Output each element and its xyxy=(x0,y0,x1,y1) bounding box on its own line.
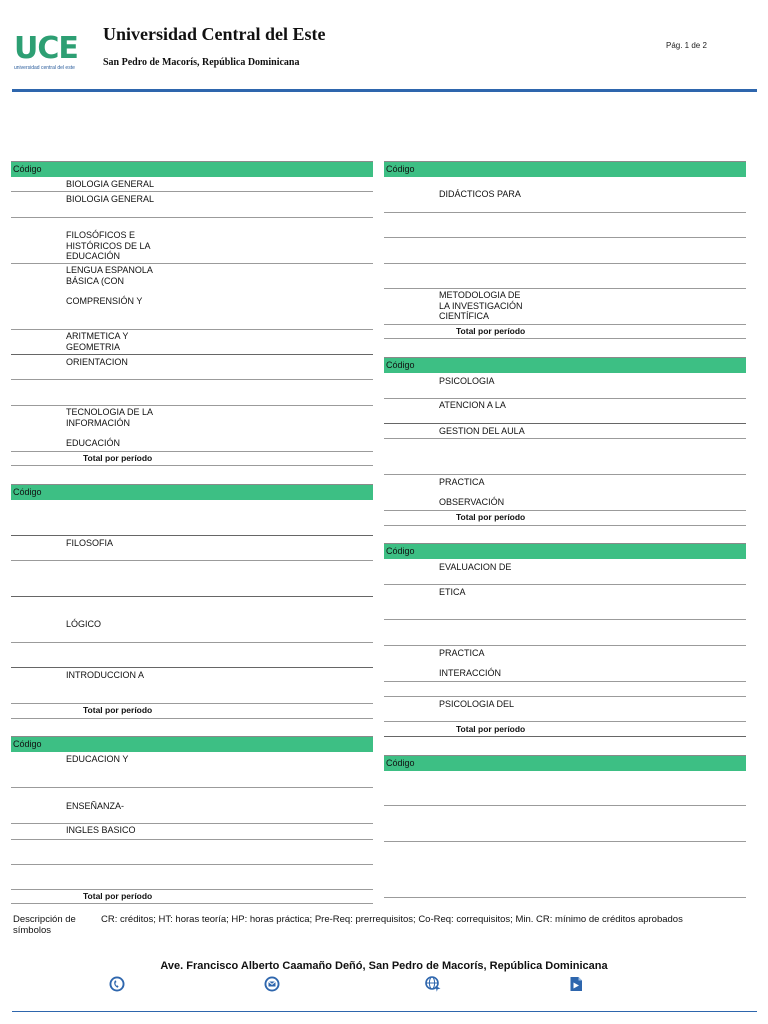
period-total-label: Total por período xyxy=(456,512,526,522)
row-divider xyxy=(384,696,746,697)
code-column-header: Código xyxy=(13,739,42,749)
section-header xyxy=(384,161,746,177)
course-name: FILOSOFIA xyxy=(66,538,114,548)
row-divider xyxy=(11,379,373,380)
course-name: FILOSÓFICOS E HISTÓRICOS DE LA EDUCACIÓN xyxy=(66,230,151,261)
course-name: ORIENTACION xyxy=(66,357,128,367)
code-column-header: Código xyxy=(13,487,42,497)
row-divider xyxy=(384,338,746,339)
footer-divider xyxy=(12,1011,757,1012)
university-logo xyxy=(14,31,86,74)
course-name: INTRODUCCION A xyxy=(66,670,145,680)
course-name: PSICOLOGIA xyxy=(439,376,495,386)
phone-icon xyxy=(109,976,125,992)
course-name: EDUCACION Y xyxy=(66,754,129,764)
row-divider xyxy=(384,736,746,737)
course-name: BIOLOGIA GENERAL xyxy=(66,179,155,189)
course-name: TECNOLOGIA DE LA INFORMACIÓN xyxy=(66,407,154,428)
course-name: OBSERVACIÓN xyxy=(439,497,505,507)
row-divider xyxy=(384,212,746,213)
row-divider xyxy=(384,438,746,439)
row-divider xyxy=(11,451,373,452)
row-divider xyxy=(384,423,746,424)
course-name: BIOLOGIA GENERAL xyxy=(66,194,155,204)
course-name: EDUCACIÓN xyxy=(66,438,121,448)
row-divider xyxy=(384,398,746,399)
page-number: Pág. 1 de 2 xyxy=(666,41,707,50)
code-column-header: Código xyxy=(386,546,415,556)
section-header xyxy=(11,161,373,177)
row-divider xyxy=(384,584,746,585)
course-name: PRACTICA xyxy=(439,648,485,658)
row-divider xyxy=(384,288,746,289)
section-header xyxy=(384,755,746,771)
legend-text: CR: créditos; HT: horas teoría; HP: horas práctica; Pre-Req: prerrequisitos; Co-Req: correquisitos; Min. CR: mínimo de créditos aprobados xyxy=(101,914,683,925)
period-total-label: Total por período xyxy=(456,326,526,336)
row-divider xyxy=(11,405,373,406)
university-title: Universidad Central del Este xyxy=(103,24,326,44)
course-name: ENSEÑANZA- xyxy=(66,801,125,811)
row-divider xyxy=(384,897,746,898)
course-name: INGLES BASICO xyxy=(66,825,136,835)
period-total-label: Total por período xyxy=(83,705,153,715)
row-divider xyxy=(11,703,373,704)
row-divider xyxy=(384,525,746,526)
code-column-header: Código xyxy=(386,360,415,370)
row-divider xyxy=(11,787,373,788)
course-name: INTERACCIÓN xyxy=(439,668,502,678)
course-name: ARITMETICA Y GEOMETRIA xyxy=(66,331,129,352)
row-divider xyxy=(11,839,373,840)
row-divider xyxy=(11,535,373,536)
row-divider xyxy=(11,889,373,890)
course-name: LÓGICO xyxy=(66,619,102,629)
row-divider xyxy=(384,805,746,806)
header-divider xyxy=(12,89,757,92)
row-divider xyxy=(11,191,373,192)
row-divider xyxy=(384,681,746,682)
course-name: ATENCION A LA xyxy=(439,400,506,410)
document-icon xyxy=(568,976,584,992)
course-name: GESTION DEL AULA xyxy=(439,426,525,436)
section-header xyxy=(384,543,746,559)
row-divider xyxy=(11,263,373,264)
logo-tagline: universidad central del este xyxy=(14,65,75,71)
row-divider xyxy=(11,718,373,719)
row-divider xyxy=(384,237,746,238)
code-column-header: Código xyxy=(13,164,42,174)
code-column-header: Código xyxy=(386,758,415,768)
row-divider xyxy=(384,841,746,842)
section-header xyxy=(384,357,746,373)
course-name: ETICA xyxy=(439,587,466,597)
university-subtitle: San Pedro de Macorís, República Dominicana xyxy=(103,57,300,68)
email-icon xyxy=(264,976,280,992)
row-divider xyxy=(11,465,373,466)
row-divider xyxy=(11,642,373,643)
row-divider xyxy=(11,354,373,355)
row-divider xyxy=(384,721,746,722)
row-divider xyxy=(11,560,373,561)
course-name: LENGUA ESPANOLA BÁSICA (CON xyxy=(66,265,153,286)
row-divider xyxy=(11,596,373,597)
row-divider xyxy=(384,263,746,264)
logo-letters: UCE xyxy=(14,31,78,66)
section-header xyxy=(11,736,373,752)
period-total-label: Total por período xyxy=(83,891,153,901)
row-divider xyxy=(11,823,373,824)
code-column-header: Código xyxy=(386,164,415,174)
row-divider xyxy=(11,217,373,218)
row-divider xyxy=(384,619,746,620)
row-divider xyxy=(11,864,373,865)
course-name: DIDÁCTICOS PARA xyxy=(439,189,521,199)
row-divider xyxy=(384,324,746,325)
row-divider xyxy=(384,510,746,511)
footer-address: Ave. Francisco Alberto Caamaño Deñó, San Pedro de Macorís, República Dominicana xyxy=(160,960,608,972)
course-name: PRACTICA xyxy=(439,477,485,487)
course-name: PSICOLOGIA DEL xyxy=(439,699,515,709)
course-name: METODOLOGIA DE LA INVESTIGACIÓN CIENTÍFICA xyxy=(439,290,523,321)
row-divider xyxy=(384,645,746,646)
period-total-label: Total por período xyxy=(456,724,526,734)
course-name: EVALUACION DE xyxy=(439,562,512,572)
web-icon xyxy=(425,976,441,992)
course-name: COMPRENSIÓN Y xyxy=(66,296,143,306)
row-divider xyxy=(11,903,373,904)
row-divider xyxy=(11,667,373,668)
row-divider xyxy=(384,474,746,475)
period-total-label: Total por período xyxy=(83,453,153,463)
row-divider xyxy=(11,329,373,330)
section-header xyxy=(11,484,373,500)
legend-label: Descripción de símbolos xyxy=(13,914,76,936)
